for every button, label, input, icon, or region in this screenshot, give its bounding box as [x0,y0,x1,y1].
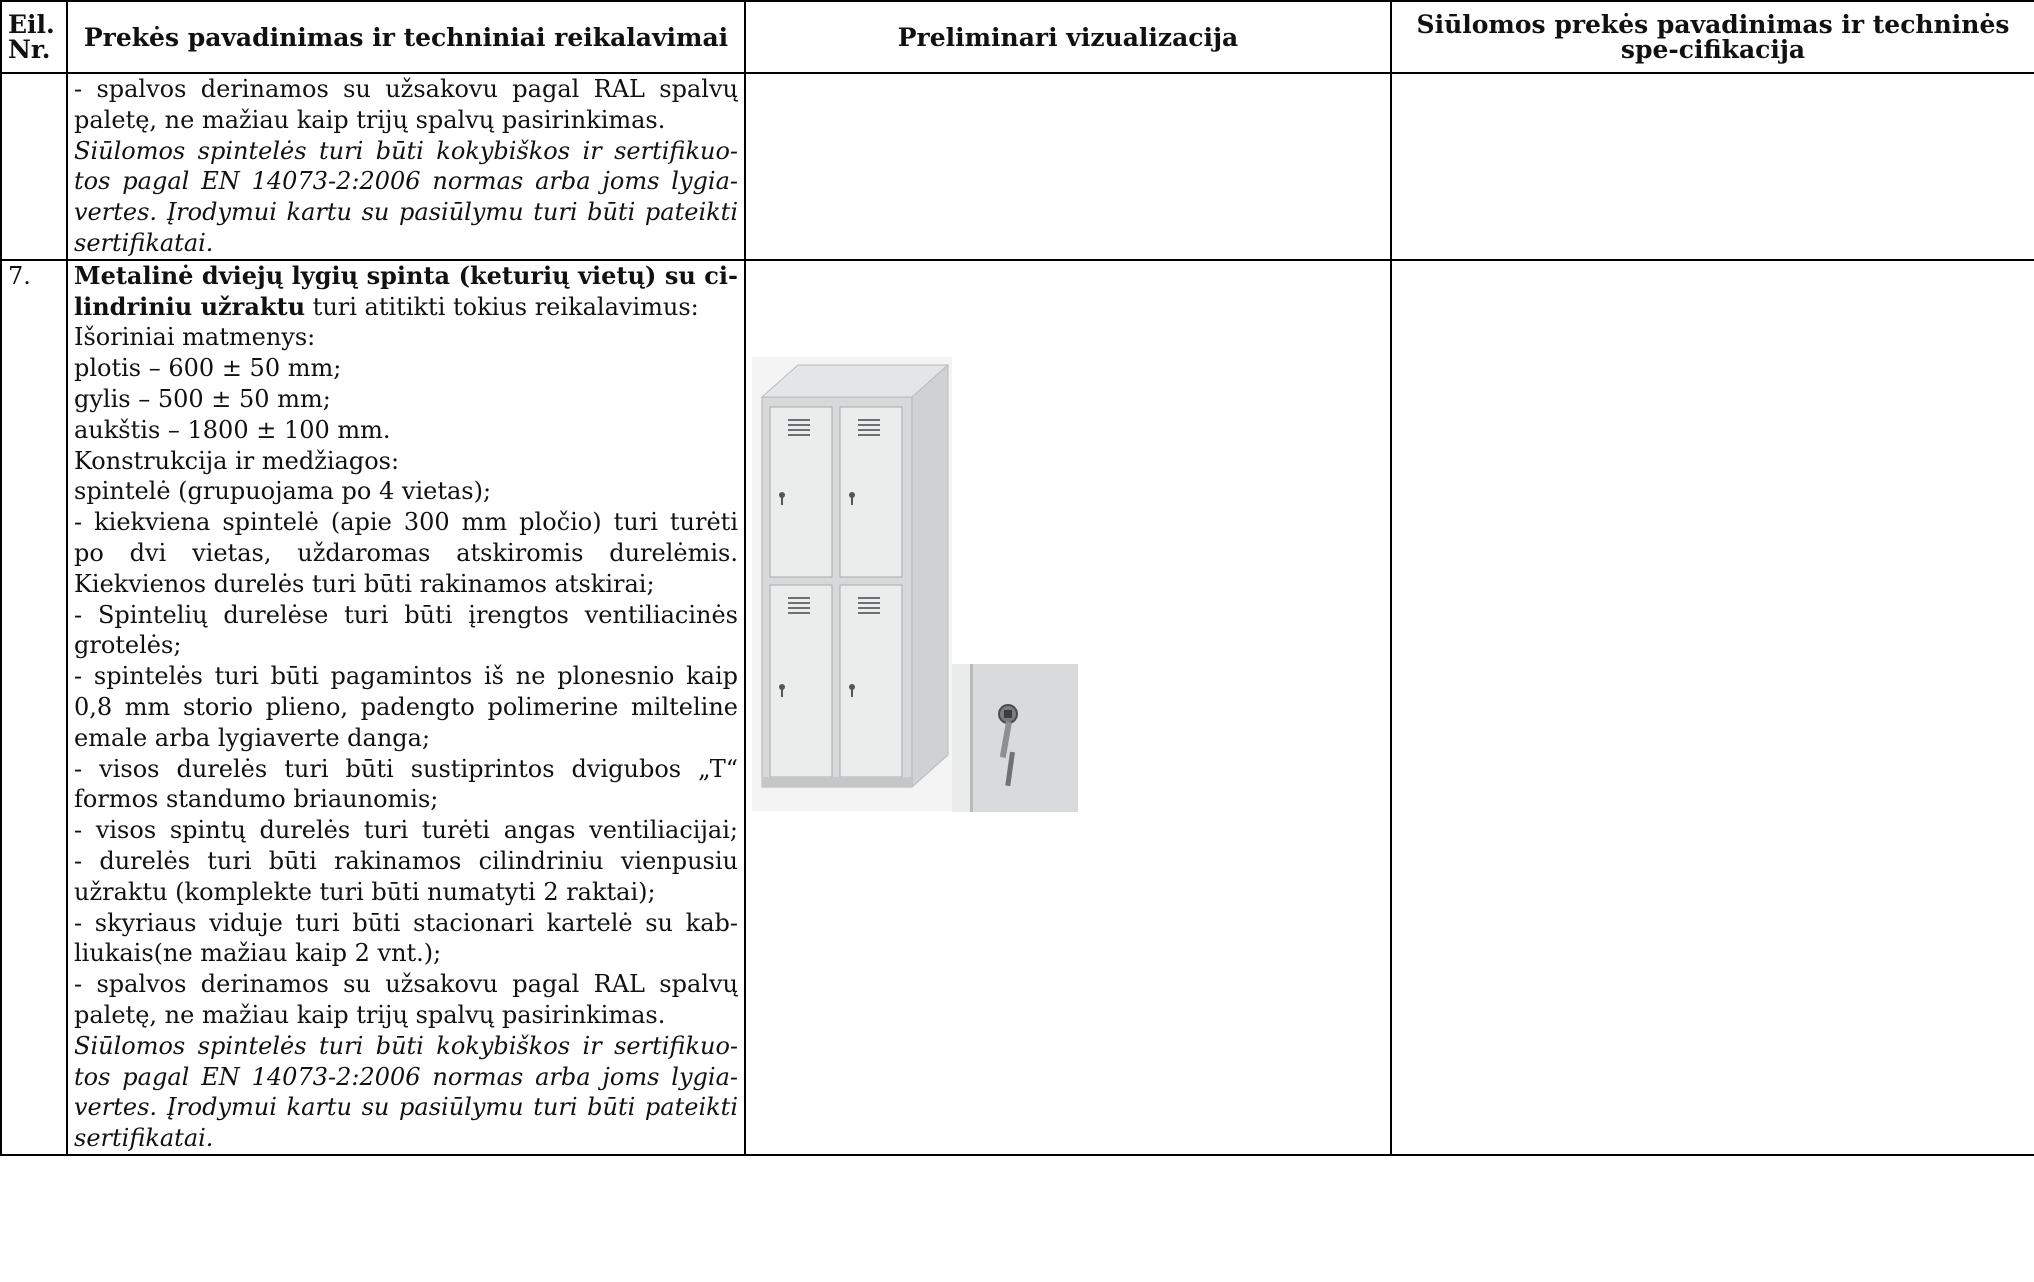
text-line: Konstrukcija ir medžiagos: [74,446,400,475]
header-visualization: Preliminari vizualizacija [745,1,1391,73]
text-line: 0,8 mm storio plieno, padengto polimerine milteline [74,692,738,721]
text-line: aukštis – 1800 ± 100 mm. [74,415,391,444]
text-line: spintelė (grupuojama po 4 vietas); [74,477,492,506]
text-line: gylis – 500 ± 50 mm; [74,384,331,413]
text-line: formos standumo briaunomis; [74,785,439,814]
header-offered-spec: Siūlomos prekės pavadinimas ir techninės spe-cifikacija [1391,1,2034,73]
row7-title-bold: lindriniu užraktu [74,291,306,321]
header-product-name: Prekės pavadinimas ir techniniai reikalavimai [67,1,745,73]
text-line: užraktu (komplekte turi būti numatyti 2 raktai); [74,877,656,906]
row7-requirements-cell [67,260,745,1155]
text-line: - skyriaus viduje turi būti stacionari kartelė su kab- [74,908,738,937]
text-line: Siūlomos spintelės turi būti kokybiškos ir sertifikuo- [74,136,738,165]
text-line: - spalvos derinamos su užsakovu pagal RAL spalvų [74,75,738,103]
text-line: grotelės; [74,631,182,660]
prev-offer-cell [1391,73,2034,260]
text-line: paletę, ne mažiau kaip trijų spalvų pasirinkimas. [74,105,666,134]
text-line: - spintelės turi būti pagamintos iš ne plonesnio kaip [74,662,738,691]
text-line: - Spintelių durelėse turi būti įrengtos ventiliacinės [74,600,738,629]
row7-title-rest: turi atitikti tokius reikalavimus: [305,292,699,321]
text-line: vertes. Įrodymui kartu su pasiūlymu turi būti pateikti [74,198,738,227]
prev-visualization-cell [745,73,1391,260]
text-line: Siūlomos spintelės turi būti kokybiškos ir sertifikuo- [74,1031,738,1060]
table-row-previous [1,73,2034,260]
row7-offer-cell [1391,260,2034,1155]
text-line: paletę, ne mažiau kaip trijų spalvų pasirinkimas. [74,1000,666,1029]
row7-title-line-2 [74,292,738,323]
text-line: vertes. Įrodymui kartu su pasiūlymu turi būti pateikti [74,1093,738,1122]
key-lock-closeup-image [952,664,1078,812]
text-line: emale arba lygiaverte danga; [74,723,431,752]
text-line: liukais(ne mažiau kaip 2 vnt.); [74,939,442,968]
text-line: tos pagal EN 14073-2:2006 normas arba joms lygia- [74,1062,738,1091]
prev-number-cell [1,73,67,260]
prev-requirements-cell [67,73,745,260]
text-line: po dvi vietas, uždaromas atskiromis durelėmis. [74,538,738,567]
locker-cabinet-image [752,357,952,811]
text-line: plotis – 600 ± 50 mm; [74,354,342,383]
header-number: Eil. Nr. [1,1,67,73]
text-line: sertifikatai. [74,1124,214,1153]
text-line: - spalvos derinamos su užsakovu pagal RAL spalvų [74,970,738,999]
row7-title-line-1 [74,261,738,292]
text-line: - durelės turi būti rakinamos cilindriniu vienpusiu [74,846,738,875]
header-row [1,1,2034,73]
text-line: sertifikatai. [74,228,214,257]
row7-number: 7. [1,260,67,1155]
text-line: Išoriniai matmenys: [74,323,316,352]
text-line: - visos spintų durelės turi turėti angas ventiliacijai; [74,816,738,845]
text-line: tos pagal EN 14073-2:2006 normas arba joms lygia- [74,167,738,196]
row7-title-bold: Metalinė dviejų lygių spinta (keturių vietų) su ci- [74,260,738,290]
text-line: Kiekvienos durelės turi būti rakinamos atskirai; [74,569,655,598]
text-line: - kiekviena spintelė (apie 300 mm pločio) turi turėti [74,508,738,537]
text-line: - visos durelės turi būti sustiprintos dvigubos „T“ [74,754,738,783]
